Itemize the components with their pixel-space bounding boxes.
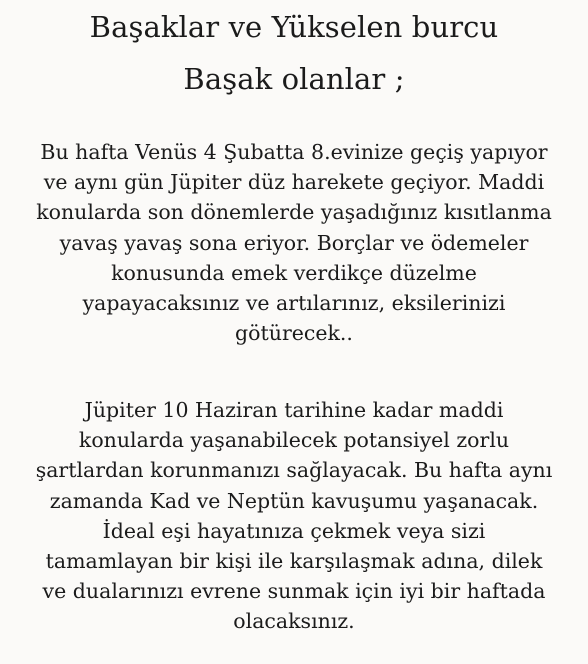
paragraph-line: tamamlayan bir kişi ile karşılaşmak adına, dilek — [45, 549, 543, 574]
paragraph-line: şartlardan korunmanızı sağlayacak. Bu hafta aynı — [35, 458, 553, 483]
paragraph-line: ve dualarınızı evrene sunmak için iyi bir haftada — [42, 579, 546, 604]
title-line-1: Başaklar ve Yükselen burcu — [89, 10, 499, 44]
paragraph-line: yavaş yavaş sona eriyor. Borçlar ve ödemeler — [59, 230, 529, 255]
paragraph-line: Jüpiter 10 Haziran tarihine kadar maddi — [84, 398, 504, 422]
paragraph-line: konularda son dönemlerde yaşadığınız kısıtlanma — [36, 200, 552, 225]
paragraph-line: ve aynı gün Jüpiter düz harekete geçiyor. Maddi — [43, 170, 545, 195]
paragraph-1 — [0, 137, 588, 348]
title-line-2: Başak olanlar ; — [183, 62, 405, 96]
paragraph-2 — [0, 395, 588, 637]
paragraph-line: konusunda emek verdikçe düzelme — [111, 260, 477, 285]
paragraph-line: götürecek.. — [235, 321, 353, 346]
paragraph-line: konularda yaşanabilecek potansiyel zorlu — [78, 428, 510, 453]
paragraph-line: Bu hafta Venüs 4 Şubatta 8.evinize geçiş yapıyor — [40, 140, 548, 164]
paragraph-line: İdeal eşi hayatınıza çekmek veya sizi — [102, 518, 486, 543]
paragraph-line: zamanda Kad ve Neptün kavuşumu yaşanacak. — [49, 488, 539, 513]
paragraph-line: olacaksınız. — [233, 609, 355, 634]
paragraph-line: yapayacaksınız ve artılarınız, eksilerinizi — [82, 291, 506, 316]
